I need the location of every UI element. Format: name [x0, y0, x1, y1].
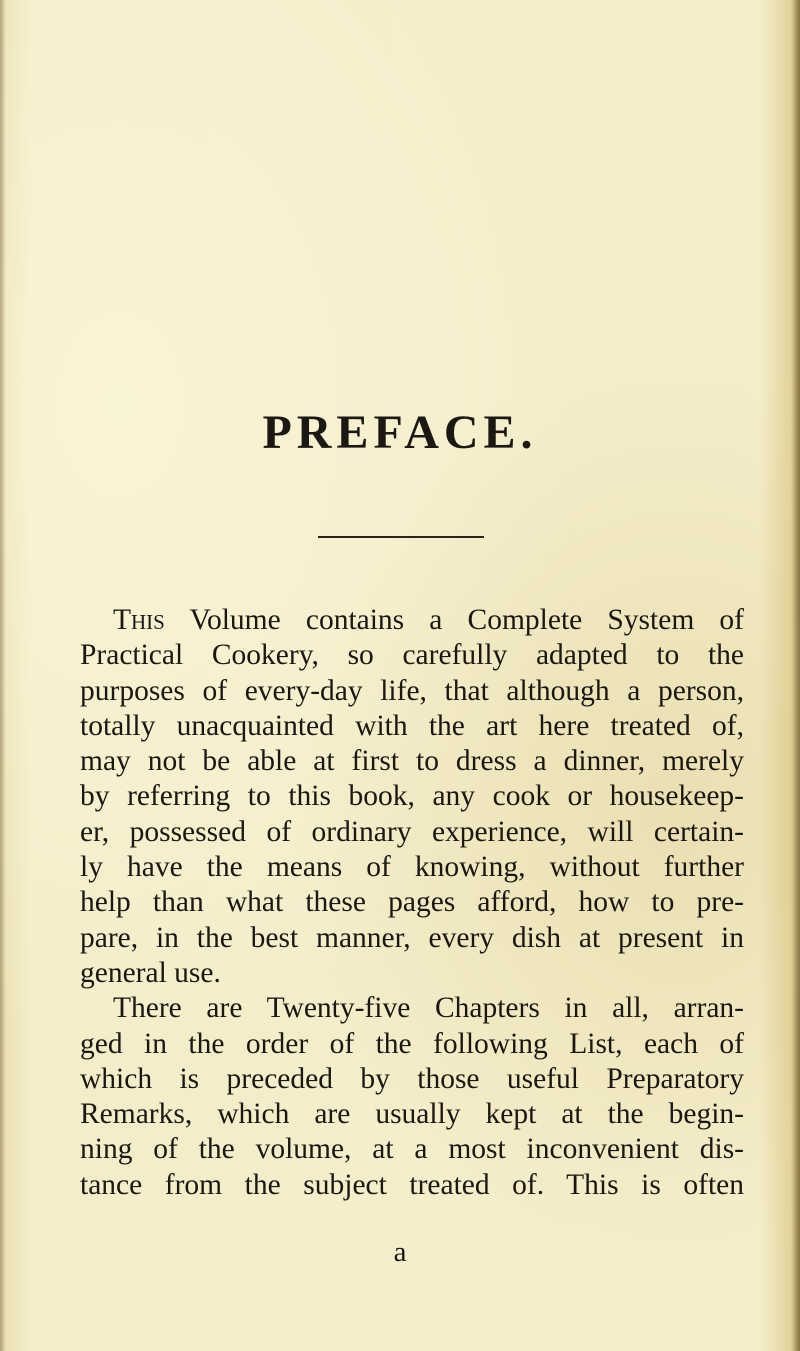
text-line: Practical Cookery, so carefully adapted to the: [80, 639, 744, 672]
text-line: ning of the volume, at a most inconvenient dis-: [80, 1133, 744, 1166]
text-line: which is preceded by those useful Preparatory: [80, 1062, 744, 1095]
text-line: This Volume contains a Complete System of: [113, 604, 744, 636]
page-gutter-shadow: [0, 0, 6, 1351]
text-line: ly have the means of knowing, without further: [80, 851, 744, 884]
page-title: PREFACE.: [262, 406, 538, 459]
text-line: tance from the subject treated of. This is often: [80, 1168, 744, 1201]
text-line: totally unacquainted with the art here treated of,: [80, 709, 744, 742]
lead-word: This: [113, 604, 165, 636]
text-line: pare, in the best manner, every dish at present in: [80, 921, 744, 954]
text-line: There are Twenty-five Chapters in all, arran-: [113, 992, 744, 1025]
page-edge-shadow: [792, 0, 800, 1351]
text-line: general use.: [80, 956, 221, 989]
text-line: ged in the order of the following List, each of: [80, 1027, 744, 1060]
text-line: er, possessed of ordinary experience, will certain-: [80, 815, 744, 848]
catchword: a: [393, 1236, 407, 1268]
title-rule: [318, 536, 484, 538]
text-line: purposes of every-day life, that although a person,: [80, 674, 744, 707]
text-line: Remarks, which are usually kept at the begin-: [80, 1098, 744, 1131]
text-line: help than what these pages afford, how to pre-: [80, 886, 744, 919]
text-line: may not be able at first to dress a dinner, merely: [80, 745, 744, 778]
text-line: by referring to this book, any cook or housekeep-: [80, 780, 744, 813]
preface-body: [80, 603, 744, 1203]
